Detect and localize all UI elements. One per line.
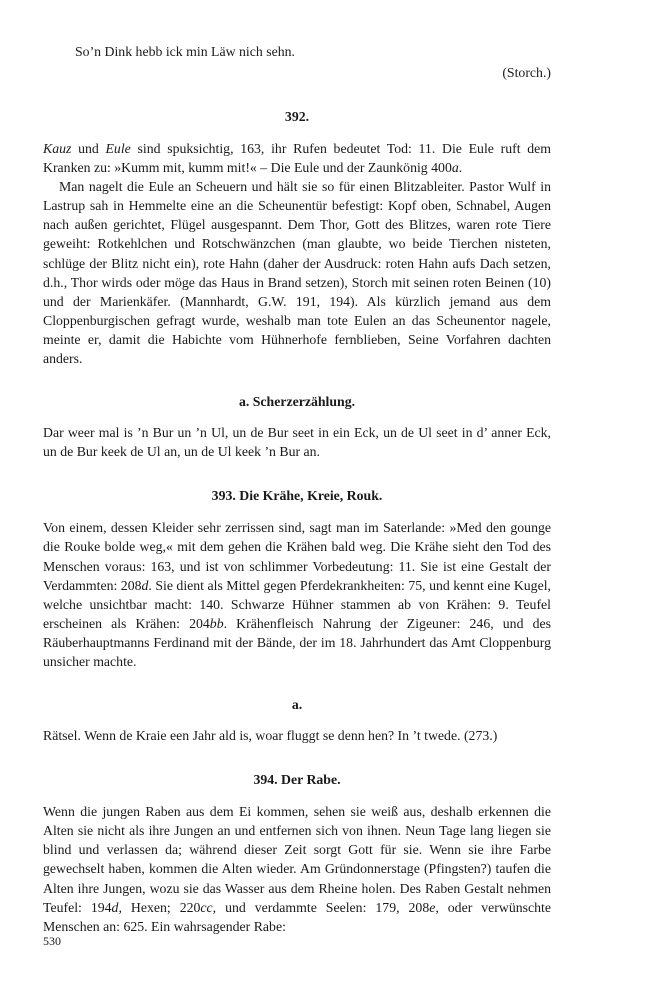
section-a-scherz-text: Dar weer mal is ’n Bur un ’n Ul, un de Bur seet in ein Eck, un de Ul seet in d’ anner Eck, un de Bur keek de Ul an, un de Ul keek ’n Bur an. (43, 425, 551, 460)
term-kauz: Kauz (43, 141, 72, 156)
section-a-raetsel-text: Rätsel. Wenn de Kraie een Jahr ald is, woar fluggt se denn hen? In ’t twede. (273.) (43, 728, 498, 744)
verse-attribution: (Storch.) (502, 65, 551, 80)
page-number: 530 (43, 934, 61, 948)
section-393-paragraph: Von einem, dessen Kleider sehr zerrissen sind, sagt man im Saterlande: »Med den gounge die Rouke bolde weg,« mit dem gehen die Krähen bald weg. Die Krähe sieht den Tod des Menschen voraus: 163, und ist von schlimmer Vorbedeutung: 11. Sie ist eine Gestalt der Verdammten: 208d. Sie dient als Mittel gegen Pferdekrankheiten: 75, und kennt eine Kugel, welche unsichtbar macht: 140. Schwarze Hühner stammen ab von Krähen: 9. Teufel erscheinen als Krähen: 204bb. Krähenfleisch Nahrung der Zigeuner: 246, und des Räuberhauptmanns Ferdinand mit der Bände, der im 18. Jahrhundert das Amt Cloppenburg unsicher machte. (43, 520, 551, 669)
section-393-heading: 393. Die Krähe, Kreie, Rouk. (211, 488, 383, 504)
book-page (43, 34, 551, 936)
section-392-heading: 392. (284, 109, 310, 124)
term-eule: Eule (105, 141, 131, 156)
section-392-paragraph-2: Man nagelt die Eule an Scheuern und hält sie so für einen Blitzableiter. Pastor Wulf in Lastrup sah in Hemmelte eine an die Scheunentür befestigt: Kopf oben, Schnabel, Augen nach außen gerichtet, Flügel ausgespannt. Dem Thor, Gott des Blitzes, waren rote Tiere geweiht: Rotkehlchen und Rotschwänzchen (man glaubte, wo beide Tierchen nisteten, schlüge der Blitz nicht ein), rote Hahn (daher der Ausdruck: roten Hahn aufs Dach setzen, d.h., Thor wirds oder möge das Haus in Brand setzen), Storch mit seinen roten Beinen (10) und der Marienkäfer. (Mannhardt, G.W. 191, 194). Als kürzlich jemand aus dem Cloppenburgischen gefragt wurde, weshalb man tote Eulen an das Scheunentor nagele, meinte er, damit die Habichte vom Hühnerhofe fernblieben, Seine Vorfahren dachten anders. (43, 179, 551, 367)
section-394-heading: 394. Der Rabe. (253, 772, 341, 788)
section-394-paragraph: Wenn die jungen Raben aus dem Ei kommen, sehen sie weiß aus, deshalb erkennen die Alten sie nicht als ihre Jungen an und entfernen sich von ihnen. Neun Tage lang liegen sie blind und verlassen da; während dieser Zeit sorgt Gott für sie. Wenn sie ihre Farbe gewechselt haben, kommen die Alten wieder. Am Gründonnerstage (Pfingsten?) taufen die Alten ihre Jungen, wozu sie das Wasser aus dem Rheine holen. Des Raben Gestalt nehmen Teufel: 194d, Hexen; 220cc, und verdammte Seelen: 179, 208e, oder verwünschte Menschen an: 625. Ein wahrsagender Rabe: (43, 804, 551, 934)
section-a-raetsel-heading: a. (291, 697, 303, 713)
section-a-scherz-heading: a. Scherzerzählung. (238, 394, 356, 410)
section-392-paragraph-1: Kauz und Eule sind spuksichtig, 163, ihr Rufen bedeutet Tod: 11. Die Eule ruft dem Kranken zu: »Kumm mit, kumm mit!« – Die Eule und der Zaunkönig 400a. (43, 141, 552, 176)
verse-line: So’n Dink hebb ick min Läw nich sehn. (75, 44, 295, 59)
